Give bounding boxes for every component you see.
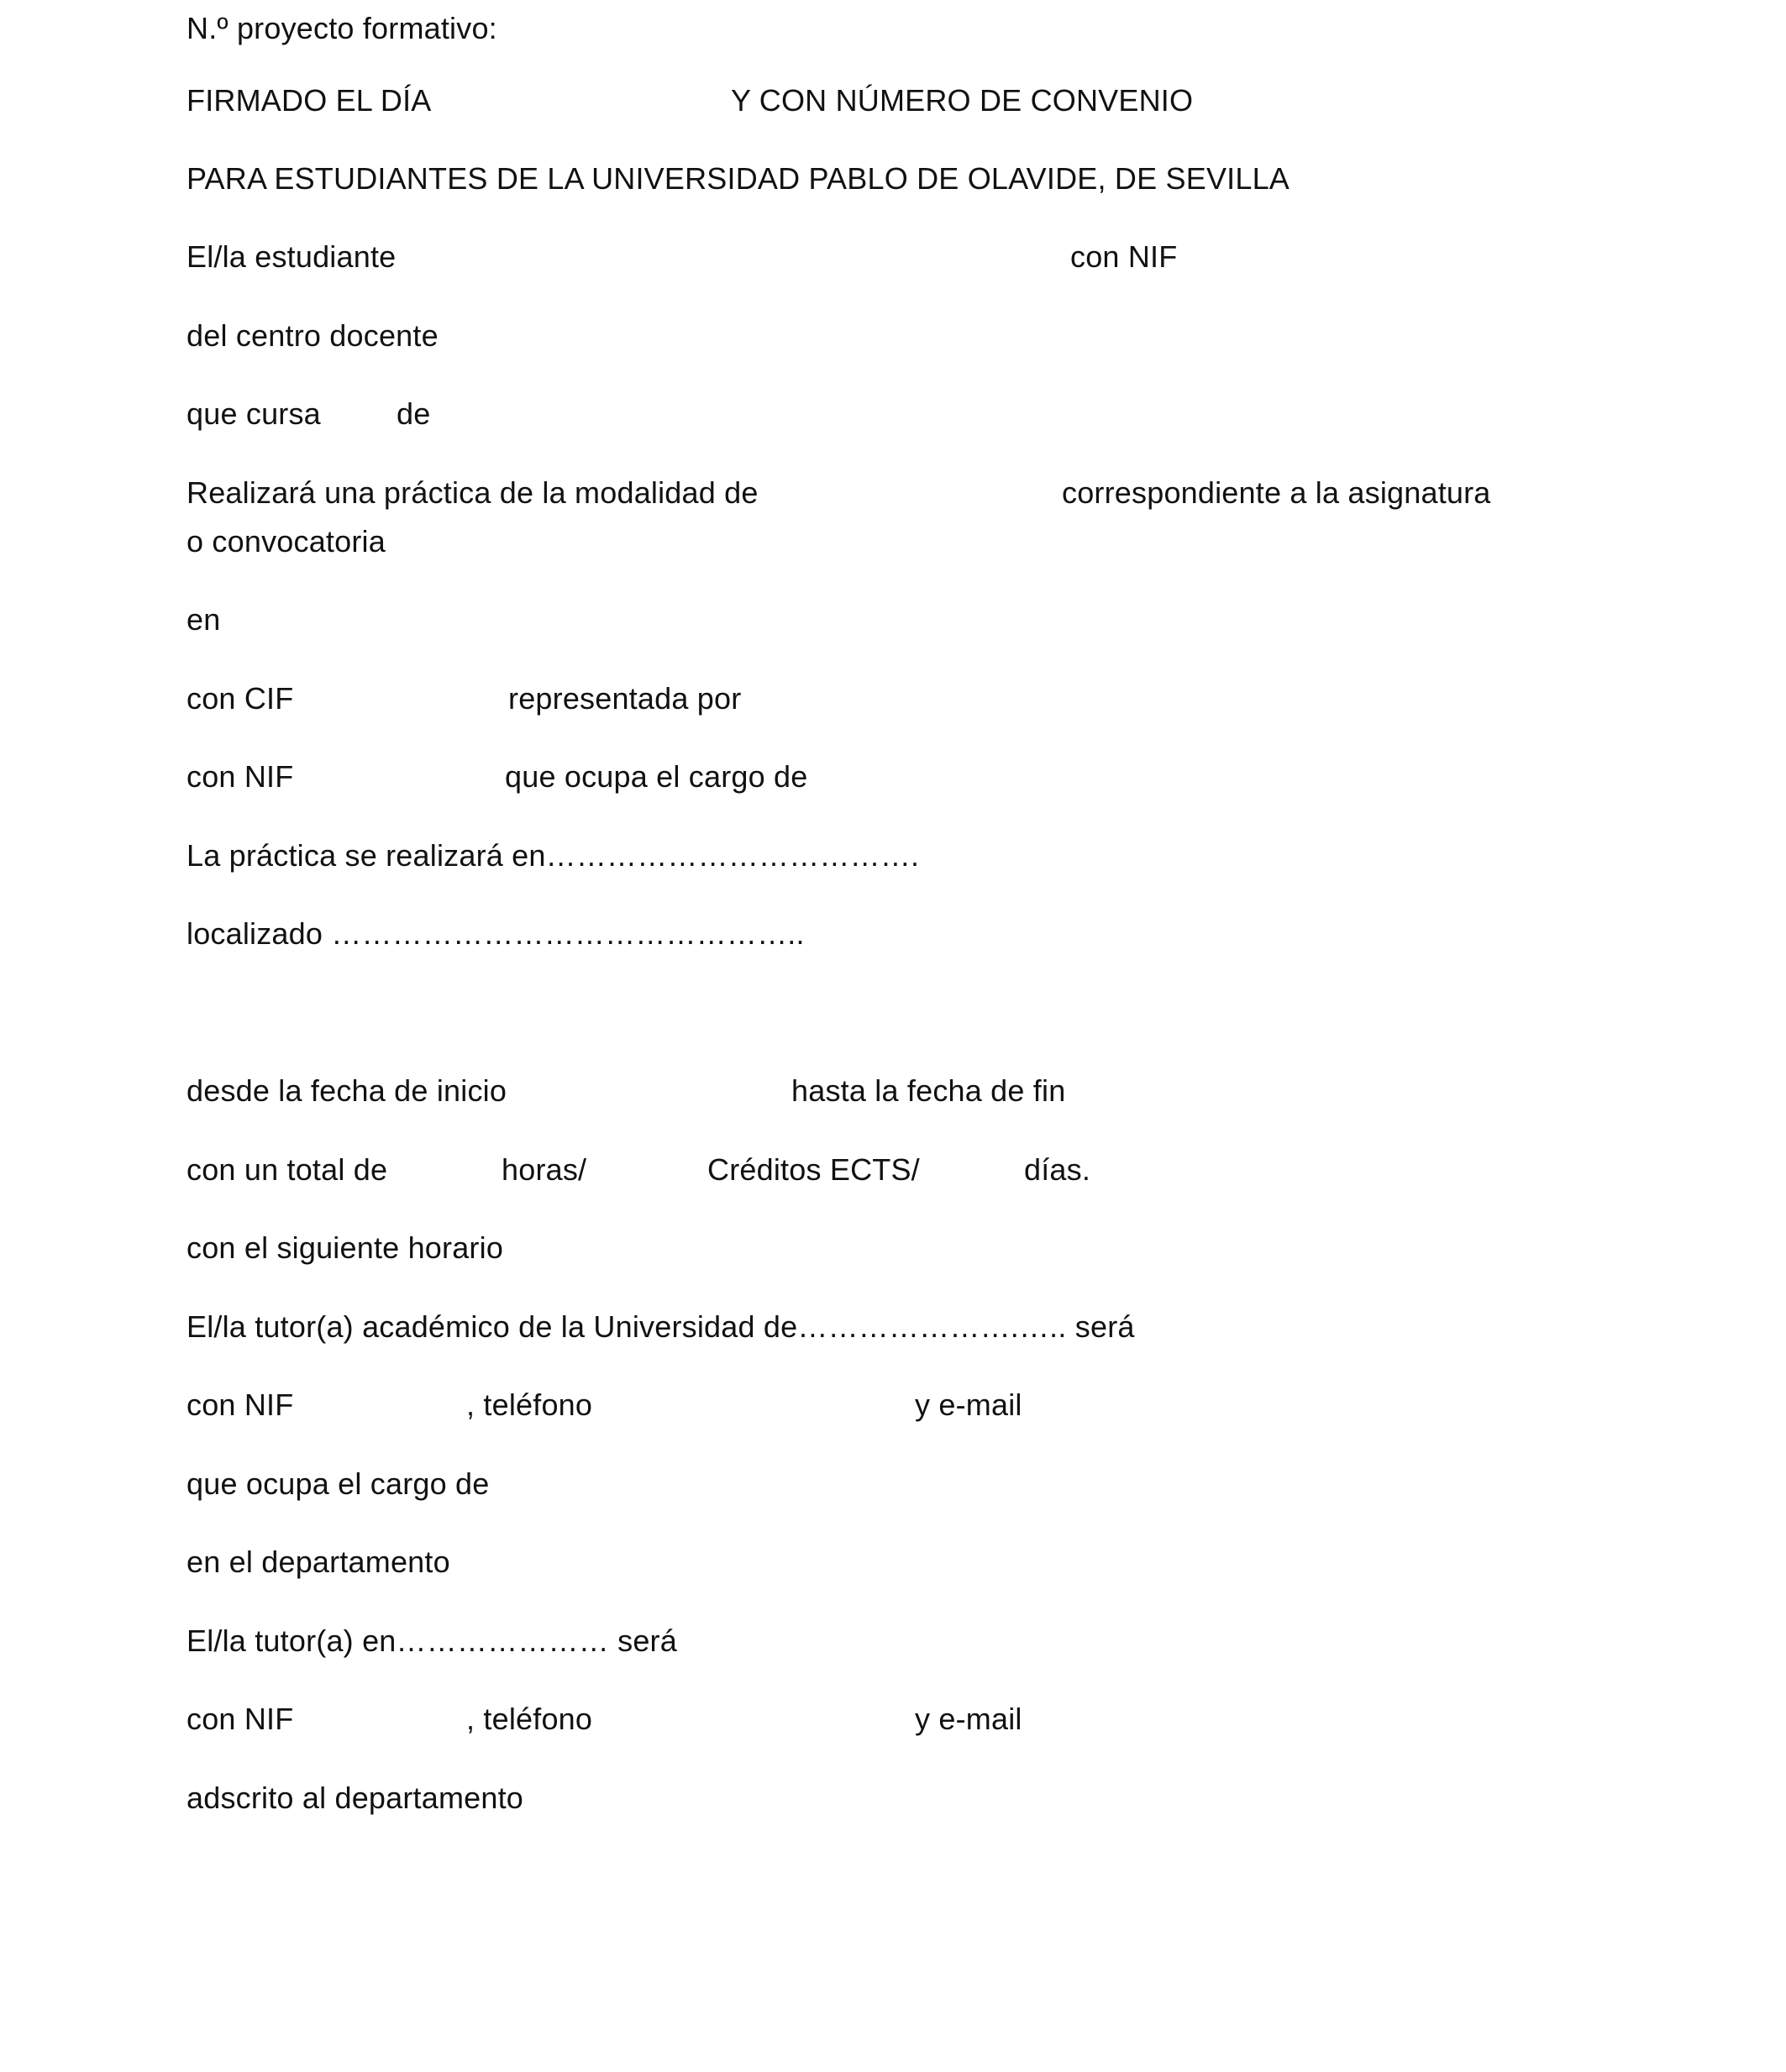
- timetable-label: con el siguiente horario: [186, 1230, 504, 1265]
- of-label: de: [397, 396, 431, 431]
- studying-label: que cursa: [186, 396, 321, 431]
- academic-tutor-position-label: que ocupa el cargo de: [186, 1466, 490, 1501]
- location-label: La práctica se realizará en……………………………….: [186, 838, 920, 873]
- external-tutor-label: El/la tutor(a) en………………… será: [186, 1624, 677, 1658]
- days-label: días.: [1024, 1152, 1091, 1187]
- student-label: El/la estudiante: [186, 239, 397, 274]
- total-label: con un total de: [186, 1152, 388, 1187]
- modality-label: Realizará una práctica de la modalidad de: [186, 475, 759, 510]
- hours-label: horas/: [502, 1152, 587, 1187]
- academic-tutor-email-label: y e-mail: [915, 1387, 1022, 1422]
- located-label: localizado ………………………………………..: [186, 916, 805, 951]
- cif-label: con CIF: [186, 681, 294, 716]
- in-label: en: [186, 602, 221, 637]
- signed-on-label: FIRMADO EL DÍA: [186, 83, 432, 118]
- agreement-number-label: Y CON NÚMERO DE CONVENIO: [731, 83, 1194, 118]
- rep-nif-label: con NIF: [186, 759, 294, 794]
- academic-tutor-nif-label: con NIF: [186, 1387, 294, 1422]
- start-date-label: desde la fecha de inicio: [186, 1073, 507, 1108]
- external-tutor-email-label: y e-mail: [915, 1702, 1022, 1736]
- subject-label: correspondiente a la asignatura: [1062, 475, 1491, 510]
- project-number-label: N.º proyecto formativo:: [186, 11, 497, 45]
- academic-tutor-label: El/la tutor(a) académico de la Universidad de………………….….. será: [186, 1309, 1135, 1344]
- academic-tutor-department-label: en el departamento: [186, 1545, 450, 1579]
- external-tutor-department-label: adscrito al departamento: [186, 1781, 524, 1815]
- rep-position-label: que ocupa el cargo de: [505, 759, 808, 794]
- external-tutor-phone-label: , teléfono: [466, 1702, 593, 1736]
- academic-tutor-phone-label: , teléfono: [466, 1387, 593, 1422]
- end-date-label: hasta la fecha de fin: [791, 1073, 1066, 1108]
- student-nif-label: con NIF: [1070, 239, 1178, 274]
- external-tutor-nif-label: con NIF: [186, 1702, 294, 1736]
- audience-line: PARA ESTUDIANTES DE LA UNIVERSIDAD PABLO DE OLAVIDE, DE SEVILLA: [186, 161, 1290, 196]
- represented-label: representada por: [508, 681, 742, 716]
- call-label: o convocatoria: [186, 524, 386, 559]
- center-label: del centro docente: [186, 318, 439, 353]
- credits-label: Créditos ECTS/: [707, 1152, 920, 1187]
